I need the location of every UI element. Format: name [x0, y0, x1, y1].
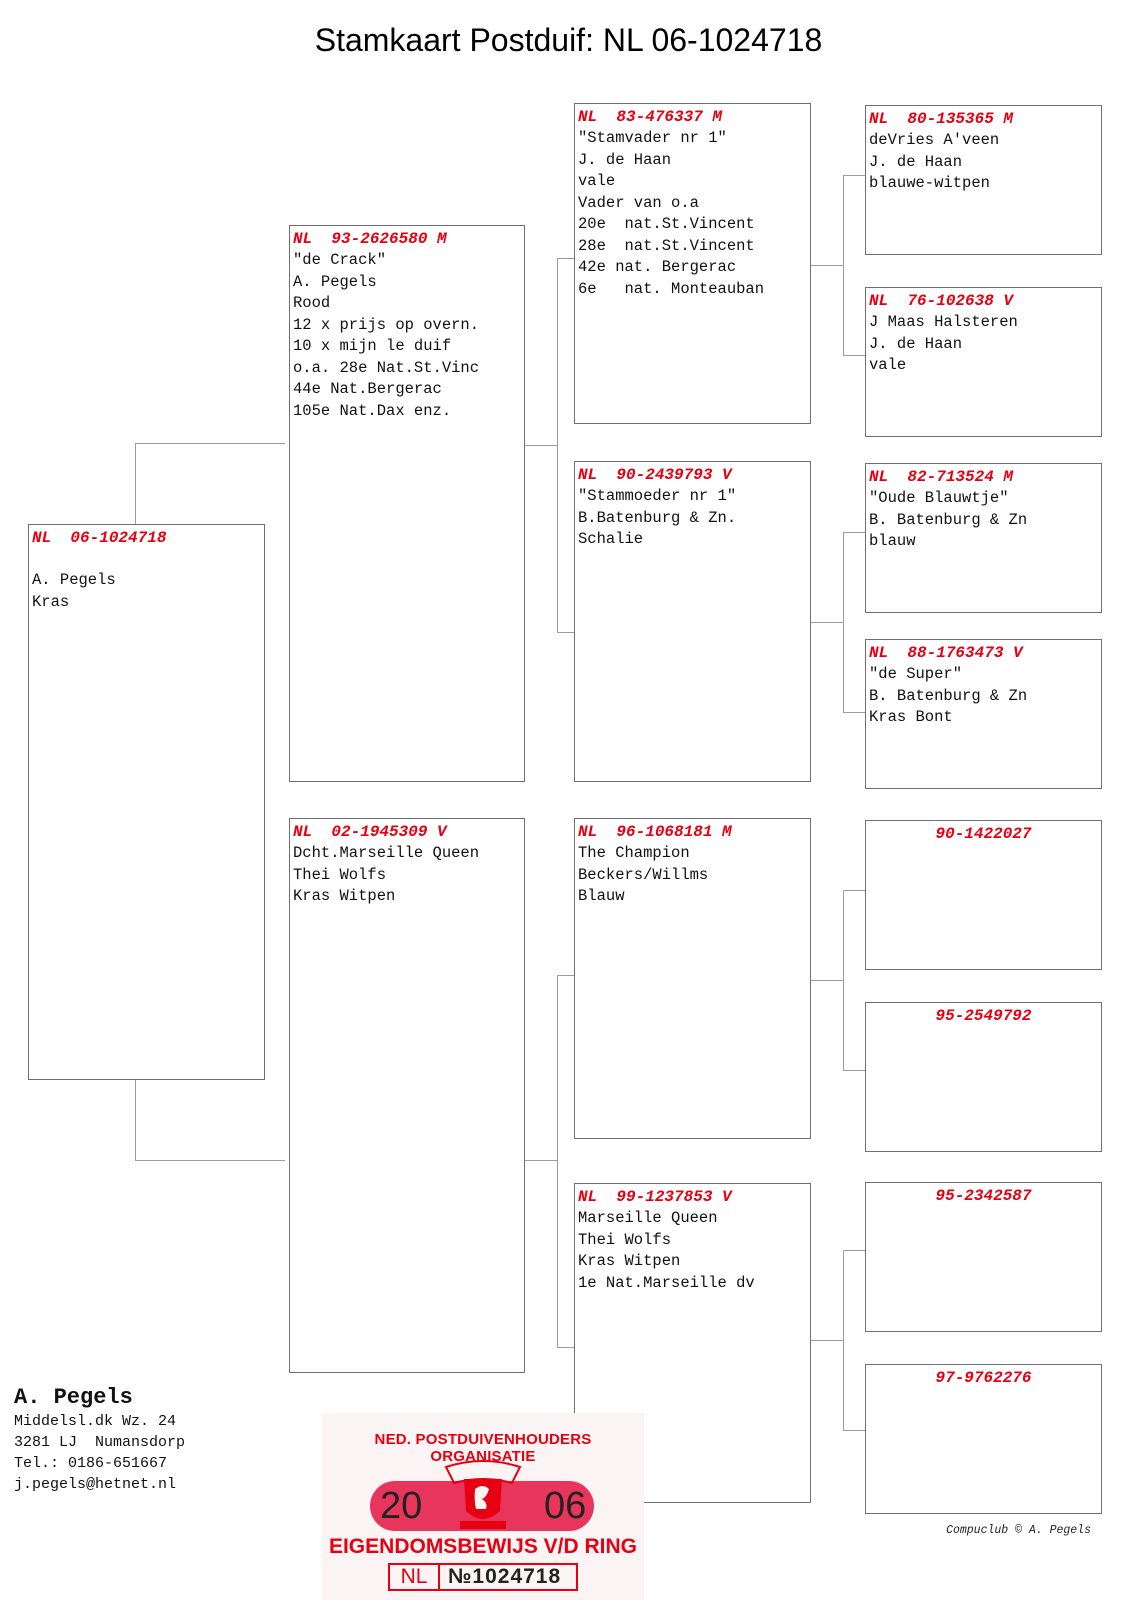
pigeon-card-fm: [574, 461, 811, 782]
card-line: Blauw: [578, 887, 625, 905]
connector-line: [135, 443, 285, 444]
owner-email: j.pegels@hetnet.nl: [14, 1476, 177, 1493]
card-line: J. de Haan: [869, 152, 963, 171]
card-line: 1e Nat.Marseille dv: [578, 1273, 755, 1292]
ring-number: 95-2342587: [935, 1187, 1032, 1205]
card-line: 42e nat. Bergerac: [578, 258, 737, 276]
card-line: J. de Haan: [578, 150, 672, 169]
ring-number: NL 82-713524 M: [869, 468, 1014, 486]
connector-line: [523, 445, 557, 446]
connector-line: [843, 712, 866, 713]
card-line: Schalie: [578, 530, 644, 548]
stamp-ring-box: [388, 1563, 578, 1591]
ring-number: NL 88-1763473 V: [869, 644, 1023, 662]
pigeon-card-mother: [289, 818, 525, 1373]
stamp-title: EIGENDOMSBEWIJS V/D RING: [328, 1535, 638, 1558]
stamp-organisation: NED. POSTDUIVENHOUDERS ORGANISATIE: [374, 1431, 592, 1465]
card-line: Rood: [293, 294, 331, 312]
card-line: 28e nat.St.Vincent: [578, 236, 755, 255]
card-line: Dcht.Marseille Queen: [293, 844, 480, 862]
pigeon-card-mff: [865, 820, 1102, 970]
connector-line: [843, 1070, 866, 1071]
card-line: blauw: [869, 532, 916, 550]
card-line: vale: [578, 172, 616, 190]
card-line: J Maas Halsteren: [869, 313, 1018, 331]
owner-city: 3281 LJ Numansdorp: [14, 1434, 186, 1451]
card-line: "Stamvader nr 1": [578, 129, 727, 147]
ring-number: 95-2549792: [935, 1007, 1032, 1025]
card-line: blauwe-witpen: [869, 174, 990, 192]
ring-number: NL 99-1237853 V: [578, 1188, 732, 1206]
connector-line: [843, 355, 866, 356]
owner-contact: [14, 1385, 185, 1495]
connector-line: [557, 975, 558, 1347]
card-line: "Oude Blauwtje": [869, 489, 1009, 507]
ownership-certificate-stamp: [322, 1413, 644, 1600]
card-line: "Stammoeder nr 1": [578, 487, 737, 505]
connector-line: [843, 1430, 866, 1431]
connector-line: [523, 1160, 557, 1161]
ring-number: NL 90-2439793 V: [578, 466, 732, 484]
card-line: 6e nat. Monteauban: [578, 279, 765, 298]
connector-line: [810, 622, 843, 623]
card-line: Kras Bont: [869, 708, 953, 726]
card-line: B. Batenburg & Zn: [869, 686, 1028, 705]
owner-name: A. Pegels: [14, 1385, 133, 1410]
ring-number: NL 96-1068181 M: [578, 823, 732, 841]
connector-line: [557, 632, 575, 633]
connector-line: [557, 258, 558, 632]
connector-line: [843, 1250, 844, 1430]
owner-address: Middelsl.dk Wz. 24: [14, 1413, 177, 1430]
stamp-ring-number: №1024718: [448, 1565, 562, 1588]
connector-line: [135, 1080, 136, 1160]
card-line: "de Crack": [293, 251, 387, 269]
connector-line: [557, 975, 575, 976]
card-line: The Champion: [578, 844, 690, 862]
card-line: A. Pegels: [293, 272, 377, 291]
pigeon-card-father: [289, 225, 525, 782]
card-line: Kras: [32, 592, 70, 611]
card-line: Beckers/Willms: [578, 865, 709, 884]
card-line: 12 x prijs op overn.: [293, 315, 480, 334]
card-line: "de Super": [869, 665, 963, 683]
connector-line: [810, 1340, 843, 1341]
ring-number: NL 06-1024718: [32, 529, 167, 547]
card-line: deVries A'veen: [869, 131, 1000, 149]
card-line: o.a. 28e Nat.St.Vinc: [293, 358, 480, 377]
ring-number: NL 80-135365 M: [869, 110, 1014, 128]
connector-line: [810, 265, 843, 266]
connector-line: [843, 890, 844, 1070]
card-line: J. de Haan: [869, 334, 963, 353]
pigeon-card-fmf: [865, 463, 1102, 613]
owner-phone: Tel.: 0186-651667: [14, 1455, 168, 1472]
software-credit: Compuclub © A. Pegels: [946, 1524, 1091, 1537]
lion-crest-icon: [442, 1453, 524, 1533]
connector-line: [810, 980, 843, 981]
connector-line: [557, 1347, 575, 1348]
ring-number: 97-9762276: [935, 1369, 1032, 1387]
ring-number: NL 83-476337 M: [578, 108, 723, 126]
stamp-ring-prefix: NL: [390, 1565, 440, 1589]
card-line: Thei Wolfs: [578, 1230, 672, 1249]
card-line: Kras Witpen: [578, 1252, 681, 1270]
ring-number: NL 76-102638 V: [869, 292, 1014, 310]
pigeon-card-mfm: [865, 1002, 1102, 1152]
pigeon-card-ff: [574, 103, 811, 424]
connector-line: [843, 532, 844, 712]
pigeon-card-mmf: [865, 1182, 1102, 1332]
connector-line: [843, 175, 866, 176]
ring-number: 90-1422027: [935, 825, 1032, 843]
pigeon-card-fff: [865, 105, 1102, 255]
page-title: Stamkaart Postduif: NL 06-1024718: [314, 22, 823, 58]
connector-line: [135, 1160, 285, 1161]
card-line: Kras Witpen: [293, 887, 396, 905]
card-line: 10 x mijn le duif: [293, 337, 452, 355]
connector-line: [843, 1250, 866, 1251]
stamp-year-left: 20: [380, 1485, 423, 1527]
card-line: vale: [869, 356, 907, 374]
card-line: B. Batenburg & Zn: [869, 510, 1028, 529]
ring-number: NL 02-1945309 V: [293, 823, 447, 841]
connector-line: [843, 175, 844, 355]
pigeon-card-mf: [574, 818, 811, 1139]
card-line: Thei Wolfs: [293, 865, 387, 884]
ring-number: NL 93-2626580 M: [293, 230, 447, 248]
card-line: Vader van o.a: [578, 193, 699, 212]
pigeon-card-ffm: [865, 287, 1102, 437]
pigeon-card-subject: [28, 524, 265, 1080]
connector-line: [135, 443, 136, 525]
card-line: Marseille Queen: [578, 1209, 718, 1227]
connector-line: [843, 890, 866, 891]
connector-line: [557, 258, 575, 259]
card-line: 44e Nat.Bergerac: [293, 380, 442, 398]
card-line: 105e Nat.Dax enz.: [293, 401, 452, 420]
pigeon-card-mmm: [865, 1364, 1102, 1514]
card-line: 20e nat.St.Vincent: [578, 215, 755, 233]
card-line: B.Batenburg & Zn.: [578, 508, 737, 527]
pigeon-card-fmm: [865, 639, 1102, 789]
stamp-year-right: 06: [544, 1485, 587, 1527]
connector-line: [843, 532, 866, 533]
card-line: A. Pegels: [32, 571, 116, 589]
